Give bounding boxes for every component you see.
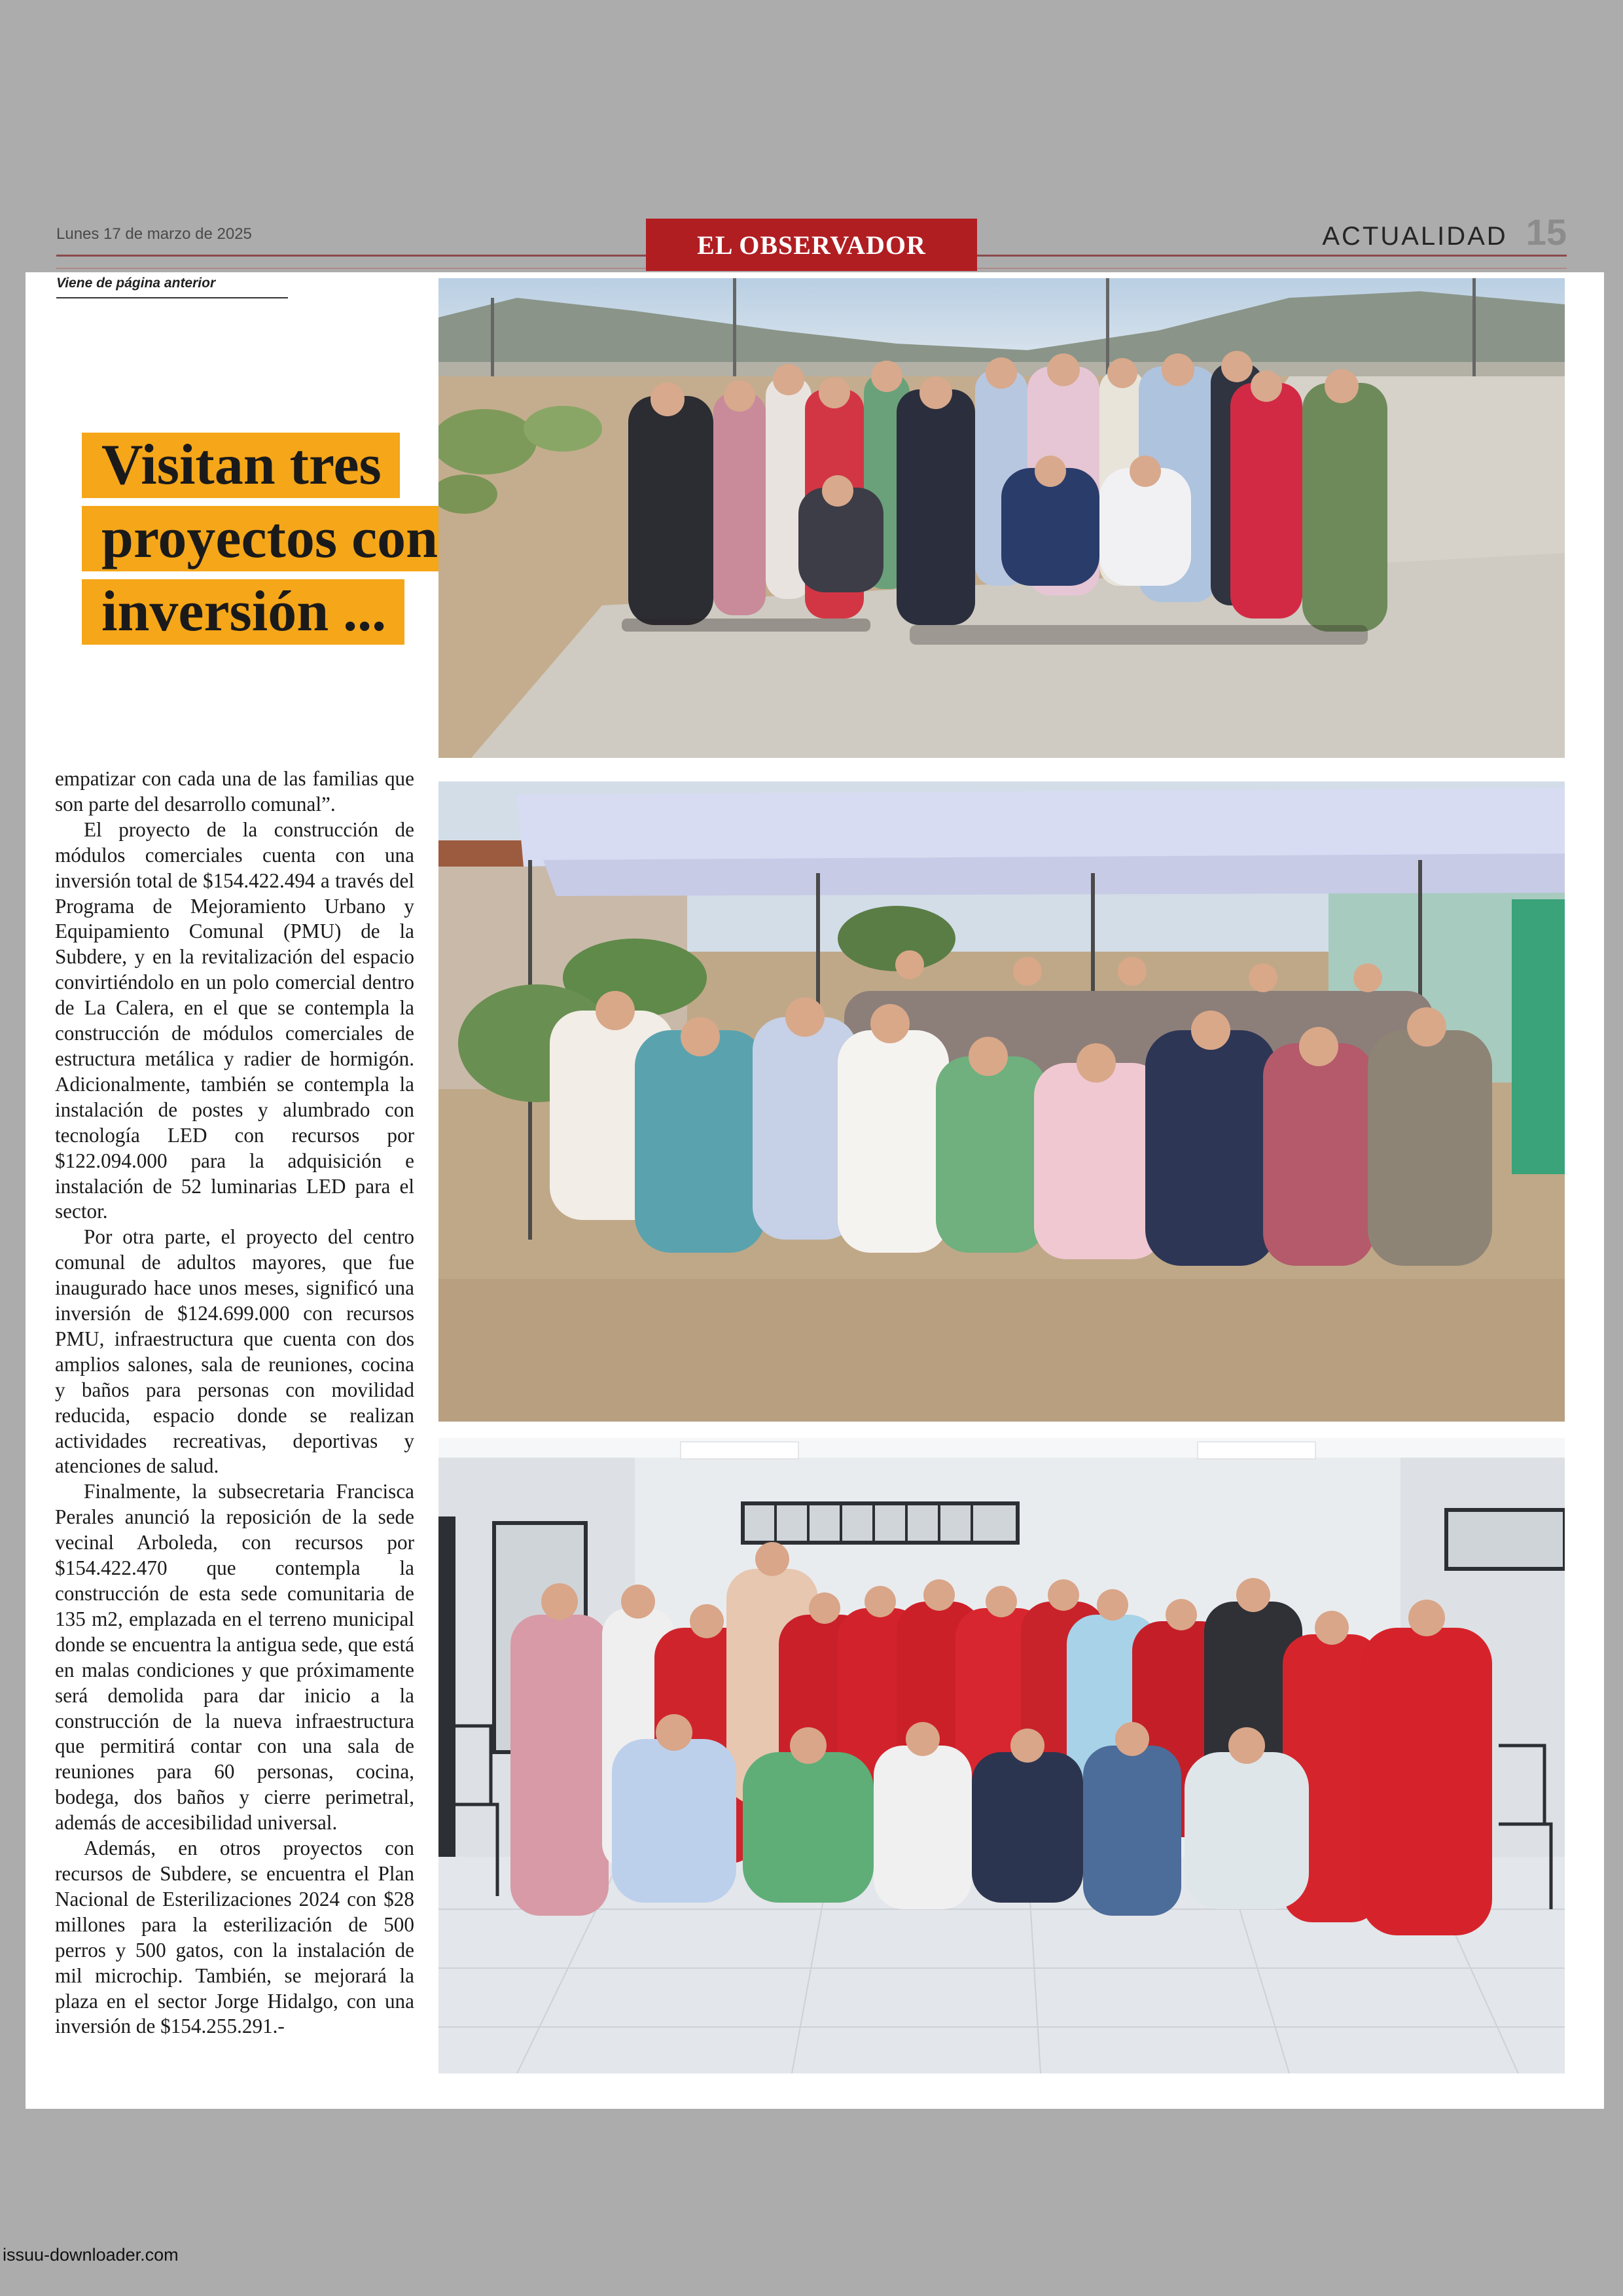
photo-group-outdoor-road	[438, 278, 1565, 758]
paragraph: El proyecto de la construcción de módulos comerciales cuenta con una inversión total de $154.422.494 a través del Programa de Mejoramiento Urbano y Equipamiento Comunal (PMU) de la Subdere, y en la revitalización del espacio convirtiéndolo en un polo comercial dentro de La Calera, en el que se contempla la construcción de módulos comerciales de estructura metálica y radier de hormigón. Adicionalmente, también se contempla la instalación de postes y alumbrado con tecnología LED con recursos por $122.094.000 para la adquisición e instalación de 52 luminarias LED para el sector.	[55, 817, 414, 1223]
watermark: issuu-downloader.com	[3, 2245, 179, 2265]
article-body	[55, 766, 414, 2039]
paragraph: Además, en otros proyectos con recursos de Subdere, se encuentra el Plan Nacional de Esterilizaciones 2024 con $28 millones para la esterilización de 500 perros y 500 gatos, con la instalación de mil microchip. También, se mejorará la plaza en el sector Jorge Hidalgo, con una inversión de $154.255.291.-	[55, 1837, 414, 2038]
photo-group-under-canopy	[438, 781, 1565, 1422]
masthead-title: EL OBSERVADOR	[697, 230, 926, 260]
paragraph: empatizar con cada una de las familias que son parte del desarrollo comunal”.	[55, 767, 414, 816]
section-header	[1322, 211, 1567, 253]
headline-line: Visitan tres	[82, 433, 400, 498]
section-name: ACTUALIDAD	[1322, 222, 1508, 251]
paragraph: Por otra parte, el proyecto del centro comunal de adultos mayores, que fue inaugurado hace unos meses, significó una inversión de $124.699.000 con recursos PMU, infraestructura que cuenta con dos amplios salones, sala de reuniones, cocina y baños para personas con movilidad reducida, espacio donde se realizan actividades recreativas, deportivas y atenciones de salud.	[55, 1225, 414, 1478]
headline-line: proyectos con	[82, 506, 456, 571]
headline	[82, 433, 456, 653]
continued-rule	[56, 297, 288, 298]
paragraph: Finalmente, la subsecretaria Francisca Perales anunció la reposición de la sede vecinal Arboleda, con recursos por $154.422.470 que contempla la construcción de esta sede comunitaria de 135 m2, emplazada en el terreno municipal donde se encuentra la antigua sede, que está en malas condiciones y que próximamente será demolida para dar inicio a la construcción de la nueva infraestructura que permitirá contar con una sala de reuniones para 60 personas, cocina, bodega, dos baños y cierre perimetral, además de accesibilidad universal.	[55, 1480, 415, 1835]
headline-line: inversión ...	[82, 579, 404, 645]
photo-group-indoor-room	[438, 1438, 1565, 2073]
masthead	[646, 219, 977, 271]
issue-date: Lunes 17 de marzo de 2025	[56, 225, 252, 243]
continued-label: Viene de página anterior	[56, 276, 216, 291]
page-number: 15	[1525, 211, 1567, 253]
